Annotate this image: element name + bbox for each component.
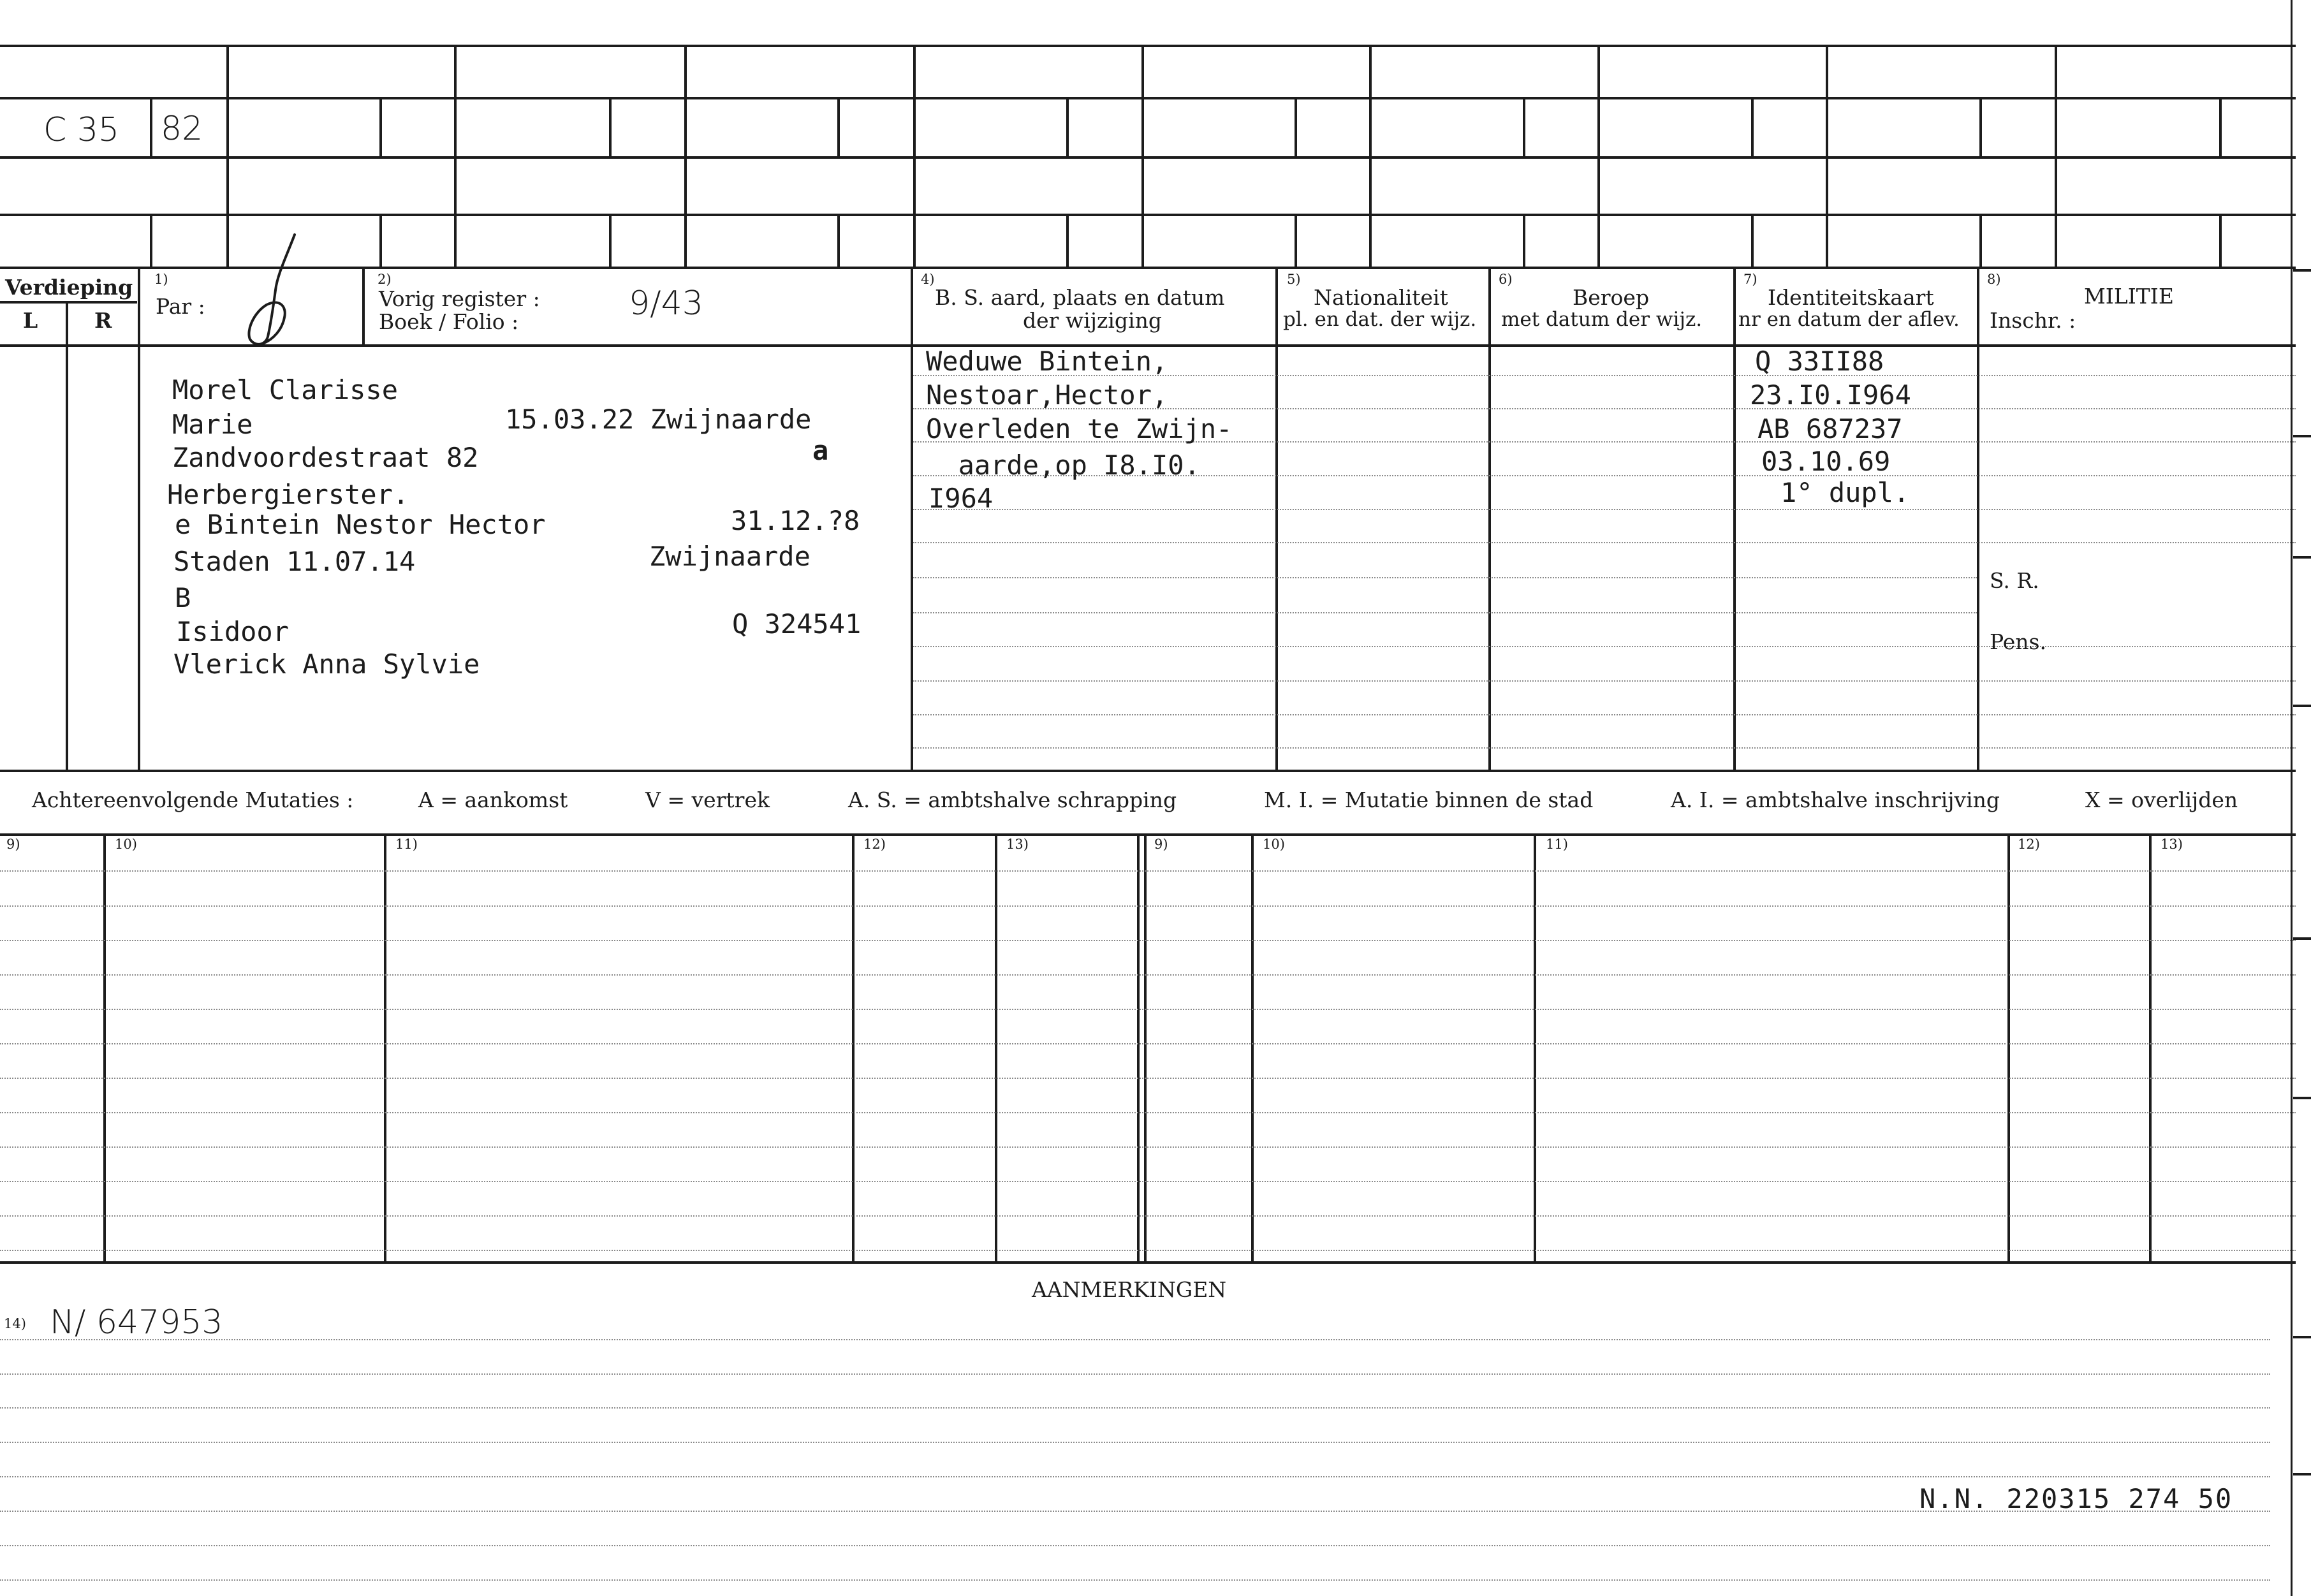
mutation-row-rule — [0, 1250, 2296, 1251]
col1-divider — [138, 267, 140, 770]
top-grid-rule-4 — [0, 214, 2296, 216]
person-spouse-place: Zwijnaarde — [649, 541, 811, 572]
card-number: 82 — [161, 110, 203, 148]
entry-rule — [913, 714, 2296, 715]
person-line-9: Vlerick Anna Sylvie — [173, 648, 480, 680]
top-grid-minor — [1523, 97, 1525, 156]
top-grid-minor — [1295, 97, 1297, 156]
change-line-2: Nestoar,Hector, — [926, 379, 1168, 411]
top-grid-minor — [609, 214, 612, 267]
top-grid-minor — [1751, 214, 1754, 267]
entry-rule — [913, 646, 2296, 647]
edge-tick — [2293, 435, 2311, 437]
person-line-1: Morel Clarisse — [172, 374, 399, 406]
person-line-4: Herbergierster. — [167, 479, 409, 510]
person-mark: a — [812, 435, 829, 466]
col2-divider — [362, 267, 365, 344]
mutation-ai: A. I. = ambtshalve inschrijving — [1671, 787, 2000, 812]
top-grid-vline — [226, 45, 229, 267]
mutation-col-divider — [103, 833, 106, 1261]
remarks-title: AANMERKINGEN — [1032, 1277, 1227, 1302]
par-label: Par : — [156, 294, 205, 319]
mutation-col-divider — [1534, 833, 1536, 1261]
mutation-row-rule — [0, 940, 2296, 941]
boek-folio-label: Boek / Folio : — [379, 309, 519, 334]
mutation-as: A. S. = ambtshalve schrapping — [848, 787, 1177, 812]
entry-rule — [913, 680, 2296, 682]
top-grid-minor — [1523, 214, 1525, 267]
mutation-row-rule — [0, 1181, 2296, 1182]
edge-tick — [2293, 705, 2311, 707]
top-grid-vline — [913, 45, 916, 267]
mutation-row-rule — [0, 1215, 2296, 1217]
mutation-col-num: 10) — [1263, 837, 1285, 852]
top-grid-rule-2 — [0, 97, 2296, 99]
num-1: 1) — [154, 272, 168, 287]
col7-divider — [1733, 267, 1736, 770]
col8-divider — [1977, 267, 1979, 770]
person-line-3: Zandvoordestraat 82 — [172, 442, 479, 473]
person-line-8: Isidoor — [176, 616, 290, 647]
vorig-register-value: 9/43 — [629, 284, 703, 323]
top-grid-vline — [454, 45, 457, 267]
verdieping-label: Verdieping — [5, 275, 133, 300]
top-grid-vline — [1141, 45, 1144, 267]
person-line-2: Marie — [172, 409, 253, 440]
top-grid-minor — [837, 214, 840, 267]
top-grid-minor — [609, 97, 612, 156]
identity-line-3: AB 687237 — [1757, 413, 1903, 444]
mutation-col-num: 13) — [2161, 837, 2183, 852]
col7-header-line2: nr en datum der aflev. — [1738, 308, 1960, 331]
edge-tick — [2293, 269, 2311, 272]
card-code: C 35 — [43, 111, 120, 149]
remark-rule — [0, 1373, 2270, 1375]
num-4: 4) — [921, 272, 935, 287]
identity-line-5: 1° dupl. — [1780, 477, 1910, 508]
l-label: L — [23, 308, 38, 333]
num-2: 2) — [378, 272, 392, 287]
signature-mark — [242, 230, 319, 351]
top-grid-minor — [379, 97, 382, 156]
mutation-row-rule — [0, 1043, 2296, 1044]
top-grid-minor — [150, 97, 152, 156]
identity-line-2: 23.I0.I964 — [1750, 379, 1911, 411]
person-line-6: Staden 11.07.14 — [173, 546, 416, 577]
r-label: R — [94, 308, 112, 333]
top-grid-minor — [1979, 214, 1982, 267]
militie-title: MILITIE — [2084, 284, 2174, 309]
change-line-1: Weduwe Bintein, — [926, 346, 1168, 377]
mutation-row-rule — [0, 1112, 2296, 1113]
change-line-3: Overleden te Zwijn- — [926, 413, 1233, 444]
top-grid-minor — [2219, 214, 2222, 267]
entry-rule — [913, 542, 2296, 543]
top-grid-vline — [2055, 45, 2057, 267]
col5-header-line1: Nationaliteit — [1314, 285, 1448, 310]
verdieping-divider — [0, 301, 137, 304]
mutation-col-num: 10) — [115, 837, 137, 852]
change-line-4: aarde,op I8.I0. — [926, 450, 1200, 481]
mutation-row-rule — [0, 1146, 2296, 1148]
col6-header-line2: met datum der wijz. — [1501, 308, 1703, 331]
num-8: 8) — [1987, 272, 2001, 287]
entry-rule — [913, 747, 2296, 749]
mutation-mi: M. I. = Mutatie binnen de stad — [1264, 787, 1594, 812]
top-grid-minor — [1751, 97, 1754, 156]
mutation-row-rule — [0, 905, 2296, 907]
top-grid-minor — [1979, 97, 1982, 156]
top-grid-top-rule — [0, 45, 2296, 47]
entry-rule — [913, 509, 2296, 510]
edge-tick — [2293, 556, 2311, 559]
entry-rule — [913, 612, 1977, 613]
mutation-col-divider — [1137, 833, 1140, 1261]
identity-line-1: Q 33II88 — [1755, 346, 1884, 377]
top-grid-vline — [1826, 45, 1828, 267]
mutation-col-divider — [2007, 833, 2010, 1261]
l-r-divider — [66, 301, 68, 770]
remark-rule — [0, 1442, 2270, 1443]
top-grid-vline — [1597, 45, 1600, 267]
remark-rule — [0, 1545, 2270, 1546]
col7-header-line1: Identiteitskaart — [1768, 285, 1934, 310]
mutation-col-divider — [2149, 833, 2152, 1261]
remark-rule — [0, 1579, 2270, 1581]
mutation-x: X = overlijden — [2085, 787, 2238, 812]
remark-rule — [0, 1339, 2270, 1340]
edge-tick — [2293, 1097, 2311, 1099]
identity-line-4: 03.10.69 — [1761, 446, 1891, 477]
mutation-col-divider — [384, 833, 386, 1261]
mutation-col-divider — [1251, 833, 1254, 1261]
mutation-row-rule — [0, 1078, 2296, 1079]
header-top-rule — [0, 267, 2296, 269]
num-5: 5) — [1287, 272, 1301, 287]
militie-inschr-label: Inschr. : — [1990, 308, 2076, 333]
col5-divider — [1275, 267, 1278, 770]
top-grid-rule-3 — [0, 156, 2296, 159]
mutation-col-num: 11) — [1546, 837, 1568, 852]
remark-rule — [0, 1407, 2270, 1409]
col5-header-line2: pl. en dat. der wijz. — [1283, 308, 1477, 331]
vorig-register-label: Vorig register : — [379, 286, 540, 311]
remark-rule — [0, 1476, 2270, 1477]
mutation-v: V = vertrek — [645, 787, 770, 812]
top-grid-vline — [684, 45, 687, 267]
militie-pens-label: Pens. — [1990, 629, 2046, 654]
remarks-num-14: 14) — [4, 1316, 26, 1331]
edge-tick — [2293, 1336, 2311, 1338]
mutation-col-num: 11) — [395, 837, 418, 852]
mutation-col-divider — [852, 833, 855, 1261]
num-7: 7) — [1743, 272, 1757, 287]
mutation-col-num: 12) — [863, 837, 886, 852]
mutation-col-num: 9) — [6, 837, 20, 852]
mutations-bottom-rule — [0, 1261, 2296, 1264]
top-grid-minor — [2219, 97, 2222, 156]
mutation-row-rule — [0, 974, 2296, 976]
mutation-col-num: 9) — [1154, 837, 1168, 852]
top-grid-minor — [379, 214, 382, 267]
entry-rule — [913, 577, 1977, 578]
mutation-col-divider — [1144, 833, 1147, 1261]
col6-divider — [1488, 267, 1491, 770]
mutations-label: Achtereenvolgende Mutaties : — [32, 787, 354, 812]
person-line-7: B — [175, 582, 191, 613]
legend-top-rule — [0, 770, 2296, 772]
person-birth-info: 15.03.22 Zwijnaarde — [505, 404, 812, 435]
card-right-edge — [2291, 0, 2293, 1596]
col4-header-line2: der wijziging — [1023, 308, 1162, 333]
mutation-row-rule — [0, 870, 2296, 872]
top-grid-minor — [150, 214, 152, 267]
edge-tick — [2293, 1473, 2311, 1475]
col6-header-line1: Beroep — [1573, 285, 1650, 310]
mutation-col-num: 13) — [1006, 837, 1029, 852]
militie-sr-label: S. R. — [1990, 568, 2039, 593]
remarks-value: N/ 647953 — [50, 1303, 223, 1342]
col4-divider — [911, 267, 913, 770]
footer-code: N.N. 220315 274 50 — [1919, 1483, 2233, 1514]
mutations-top-rule — [0, 833, 2296, 836]
person-spouse-date: 31.12.?8 — [731, 505, 860, 536]
mutation-col-num: 12) — [2018, 837, 2040, 852]
person-id-ref: Q 324541 — [732, 608, 862, 640]
top-grid-minor — [1066, 214, 1069, 267]
top-grid-vline — [1369, 45, 1372, 267]
num-6: 6) — [1499, 272, 1513, 287]
top-grid-minor — [1066, 97, 1069, 156]
col4-header-line1: B. S. aard, plaats en datum — [935, 285, 1225, 310]
edge-tick — [2293, 937, 2311, 940]
person-line-5: e Bintein Nestor Hector — [175, 509, 546, 540]
change-line-5: I964 — [928, 483, 994, 514]
top-grid-minor — [1295, 214, 1297, 267]
top-grid-minor — [837, 97, 840, 156]
mutation-a: A = aankomst — [418, 787, 568, 812]
mutation-col-divider — [995, 833, 997, 1261]
mutation-row-rule — [0, 1009, 2296, 1010]
